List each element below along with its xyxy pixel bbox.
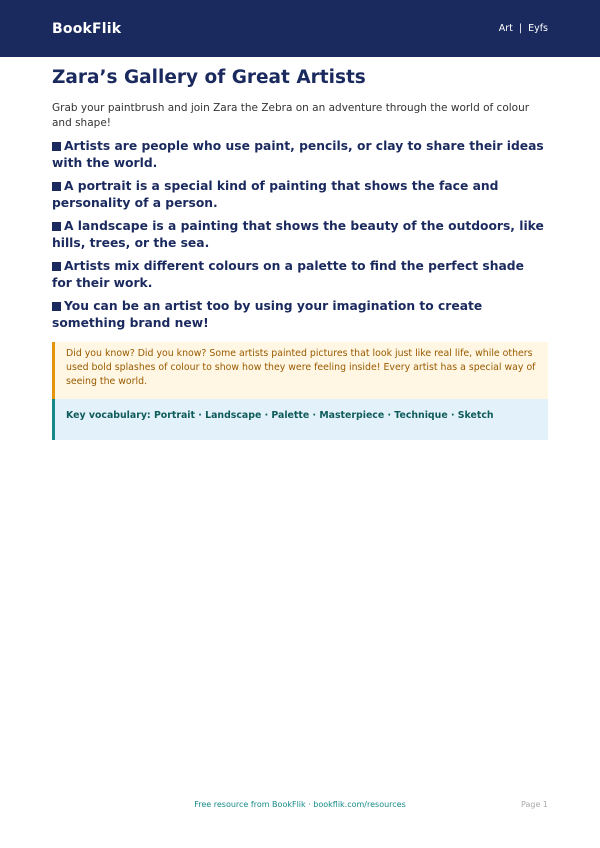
square-bullet-icon — [52, 142, 61, 151]
list-item — [52, 218, 548, 252]
intro-text: Grab your paintbrush and join Zara the Zebra on an adventure through the world of colour and shape! — [52, 102, 530, 129]
square-bullet-icon — [52, 182, 61, 191]
list-item — [52, 138, 548, 172]
breadcrumb-item-level[interactable]: Eyfs — [528, 23, 548, 34]
square-bullet-icon — [52, 262, 61, 271]
fact-text: Artists are people who use paint, pencils, or clay to share their ideas with the world. — [52, 139, 544, 170]
top-bar — [0, 0, 600, 57]
page-number: Page 1 — [521, 800, 548, 809]
fact-text: A portrait is a special kind of painting that shows the face and personality of a person. — [52, 179, 499, 210]
page-footer — [52, 800, 548, 809]
key-vocabulary-box — [52, 399, 548, 440]
list-item — [52, 258, 548, 292]
callout-text: Did you know? Did you know? Some artists painted pictures that look just like real life, while others used bold splashes of colour to show how they were feeling inside! Every artist has a special way of seeing the world. — [66, 348, 536, 387]
breadcrumb-item-subject[interactable]: Art — [498, 23, 513, 34]
square-bullet-icon — [52, 302, 61, 311]
page-title: Zara’s Gallery of Great Artists — [52, 67, 366, 88]
did-you-know-callout — [52, 342, 548, 399]
fact-text: Artists mix different colours on a palette to find the perfect shade for their work. — [52, 259, 524, 290]
vocabulary-text: Key vocabulary: Portrait · Landscape · Palette · Masterpiece · Technique · Sketch — [66, 410, 494, 421]
list-item — [52, 298, 548, 332]
fact-text: A landscape is a painting that shows the beauty of the outdoors, like hills, trees, or the sea. — [52, 219, 544, 250]
footer-link[interactable]: Free resource from BookFlik · bookflik.com/resources — [194, 800, 406, 809]
list-item — [52, 178, 548, 212]
main-content — [0, 66, 600, 440]
breadcrumb — [499, 23, 548, 34]
square-bullet-icon — [52, 222, 61, 231]
breadcrumb-separator: | — [518, 23, 523, 34]
fact-text: You can be an artist too by using your imagination to create something brand new! — [52, 299, 483, 330]
brand-logo[interactable]: BookFlik — [52, 20, 122, 37]
fact-list — [52, 138, 548, 332]
